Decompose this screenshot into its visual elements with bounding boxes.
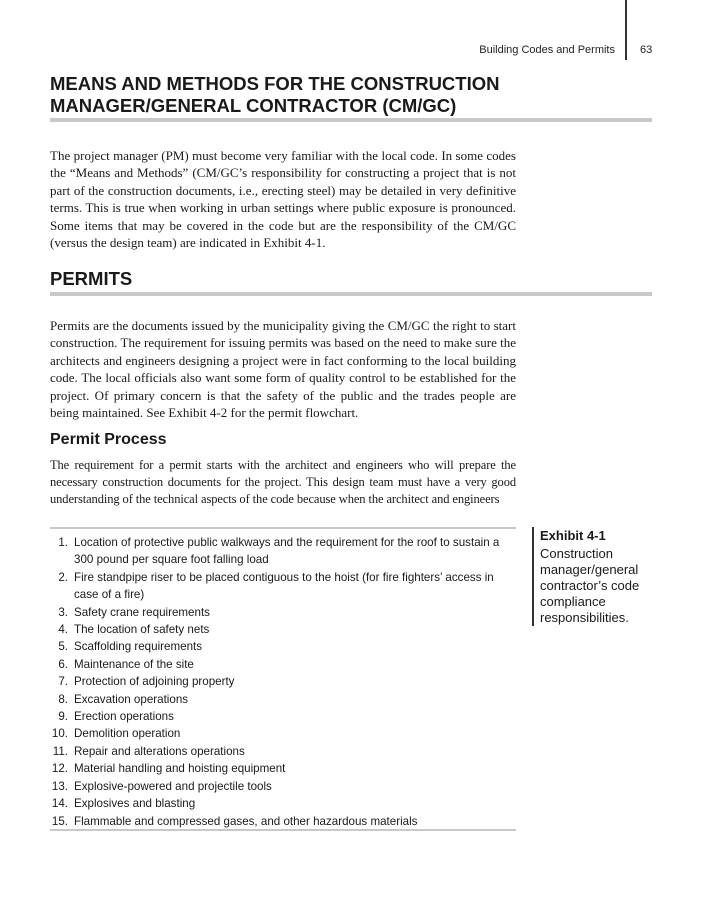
- header-divider: [625, 0, 627, 60]
- list-item: [50, 621, 505, 638]
- list-item: [50, 760, 505, 777]
- list-item: [50, 534, 505, 569]
- section-body-means-methods: The project manager (PM) must become very familiar with the local code. In some codes the “Means and Methods” (CM/GC’s responsibility for constructing a project that is not part of the construction documents, i.e., erecting steel) may be detailed in very definitive terms. This is true when working in urban settings where public exposure is pronounced. Some items that may be covered in the code but are the responsibility of the CM/GC (versus the design team) are indicated in Exhibit 4-1.: [50, 148, 516, 251]
- list-item: [50, 604, 505, 621]
- list-item: [50, 725, 505, 742]
- list-item-number: 13.: [51, 779, 68, 793]
- list-item-number: 2.: [58, 570, 68, 584]
- list-item-number: 3.: [58, 605, 68, 619]
- list-item-number: 11.: [52, 744, 68, 758]
- exhibit-top-rule: [50, 527, 516, 529]
- list-item-text: Explosives and blasting: [74, 797, 196, 811]
- exhibit-caption: Construction manager/general contractor’s code compliance responsibilities.: [540, 546, 640, 625]
- list-item-number: 10.: [51, 727, 68, 741]
- list-item-number: 9.: [58, 710, 68, 724]
- section-title-means-methods: MEANS AND METHODS FOR THE CONSTRUCTION MANAGER/GENERAL CONTRACTOR (CM/GC): [50, 73, 500, 116]
- list-item-number: 5.: [58, 640, 68, 654]
- list-item: [50, 743, 505, 760]
- section-rule: [50, 118, 652, 122]
- list-item: [50, 813, 505, 830]
- list-item-number: 15.: [51, 814, 68, 828]
- list-item: [50, 795, 505, 812]
- list-item-text: Material handling and hoisting equipment: [74, 762, 286, 776]
- list-item-text: The location of safety nets: [74, 623, 210, 637]
- subsection-title-permit-process: Permit Process: [50, 431, 167, 448]
- list-item: [50, 569, 505, 604]
- exhibit-bottom-rule: [50, 829, 516, 831]
- list-item-number: 8.: [58, 692, 68, 706]
- list-item-number: 14.: [51, 797, 68, 811]
- running-head: Building Codes and Permits: [479, 44, 615, 56]
- list-item-number: 12.: [51, 762, 68, 776]
- exhibit-caption-box: [532, 527, 660, 626]
- list-item-text: Scaffolding requirements: [74, 640, 203, 654]
- list-item: [50, 673, 505, 690]
- list-item: [50, 638, 505, 655]
- list-item-number: 6.: [58, 657, 68, 671]
- list-item: [50, 708, 505, 725]
- exhibit-list: [50, 534, 505, 830]
- list-item-text: Explosive-powered and projectile tools: [74, 779, 272, 793]
- list-item-text: Erection operations: [74, 710, 174, 724]
- list-item-number: 7.: [58, 675, 68, 689]
- section-rule: [50, 292, 652, 296]
- list-item-text: Safety crane requirements: [74, 605, 210, 619]
- section-body-permits: Permits are the documents issued by the municipality giving the CM/GC the right to start construction. The requirement for issuing permits was based on the need to make sure the architects and engineers designing a project were in fact conforming to the local building code. The local officials also want some form of quality control to be established for the project. Of primary concern is that the safety of the public and the trades people are being maintained. See Exhibit 4-2 for the permit flowchart.: [50, 318, 516, 421]
- list-item-text: Flammable and compressed gases, and other hazardous materials: [74, 814, 418, 828]
- list-item-text: Protection of adjoining property: [74, 675, 235, 689]
- subsection-body-permit-process: The requirement for a permit starts with the architect and engineers who will prepare the necessary construction documents for the project. This design team must have a very good understanding of the technical aspects of the code because when the architect and engineers: [50, 458, 516, 506]
- section-title-permits: PERMITS: [50, 268, 133, 289]
- list-item-number: 1.: [58, 536, 68, 549]
- list-item: [50, 656, 505, 673]
- page-number: 63: [640, 44, 653, 56]
- list-item-text: Repair and alterations operations: [74, 744, 245, 758]
- list-item-text: Fire standpipe riser to be placed contiguous to the hoist (for fire fighters’ access in case of a fire): [74, 570, 494, 602]
- list-item: [50, 691, 505, 708]
- list-item-text: Demolition operation: [74, 727, 181, 741]
- exhibit-label: Exhibit 4-1: [540, 528, 606, 543]
- list-item-number: 4.: [58, 623, 68, 637]
- list-item: [50, 778, 505, 795]
- list-item-text: Location of protective public walkways and the requirement for the roof to sustain a 300 pound per square foot falling load: [74, 536, 500, 567]
- list-item-text: Maintenance of the site: [74, 657, 194, 671]
- list-item-text: Excavation operations: [74, 692, 189, 706]
